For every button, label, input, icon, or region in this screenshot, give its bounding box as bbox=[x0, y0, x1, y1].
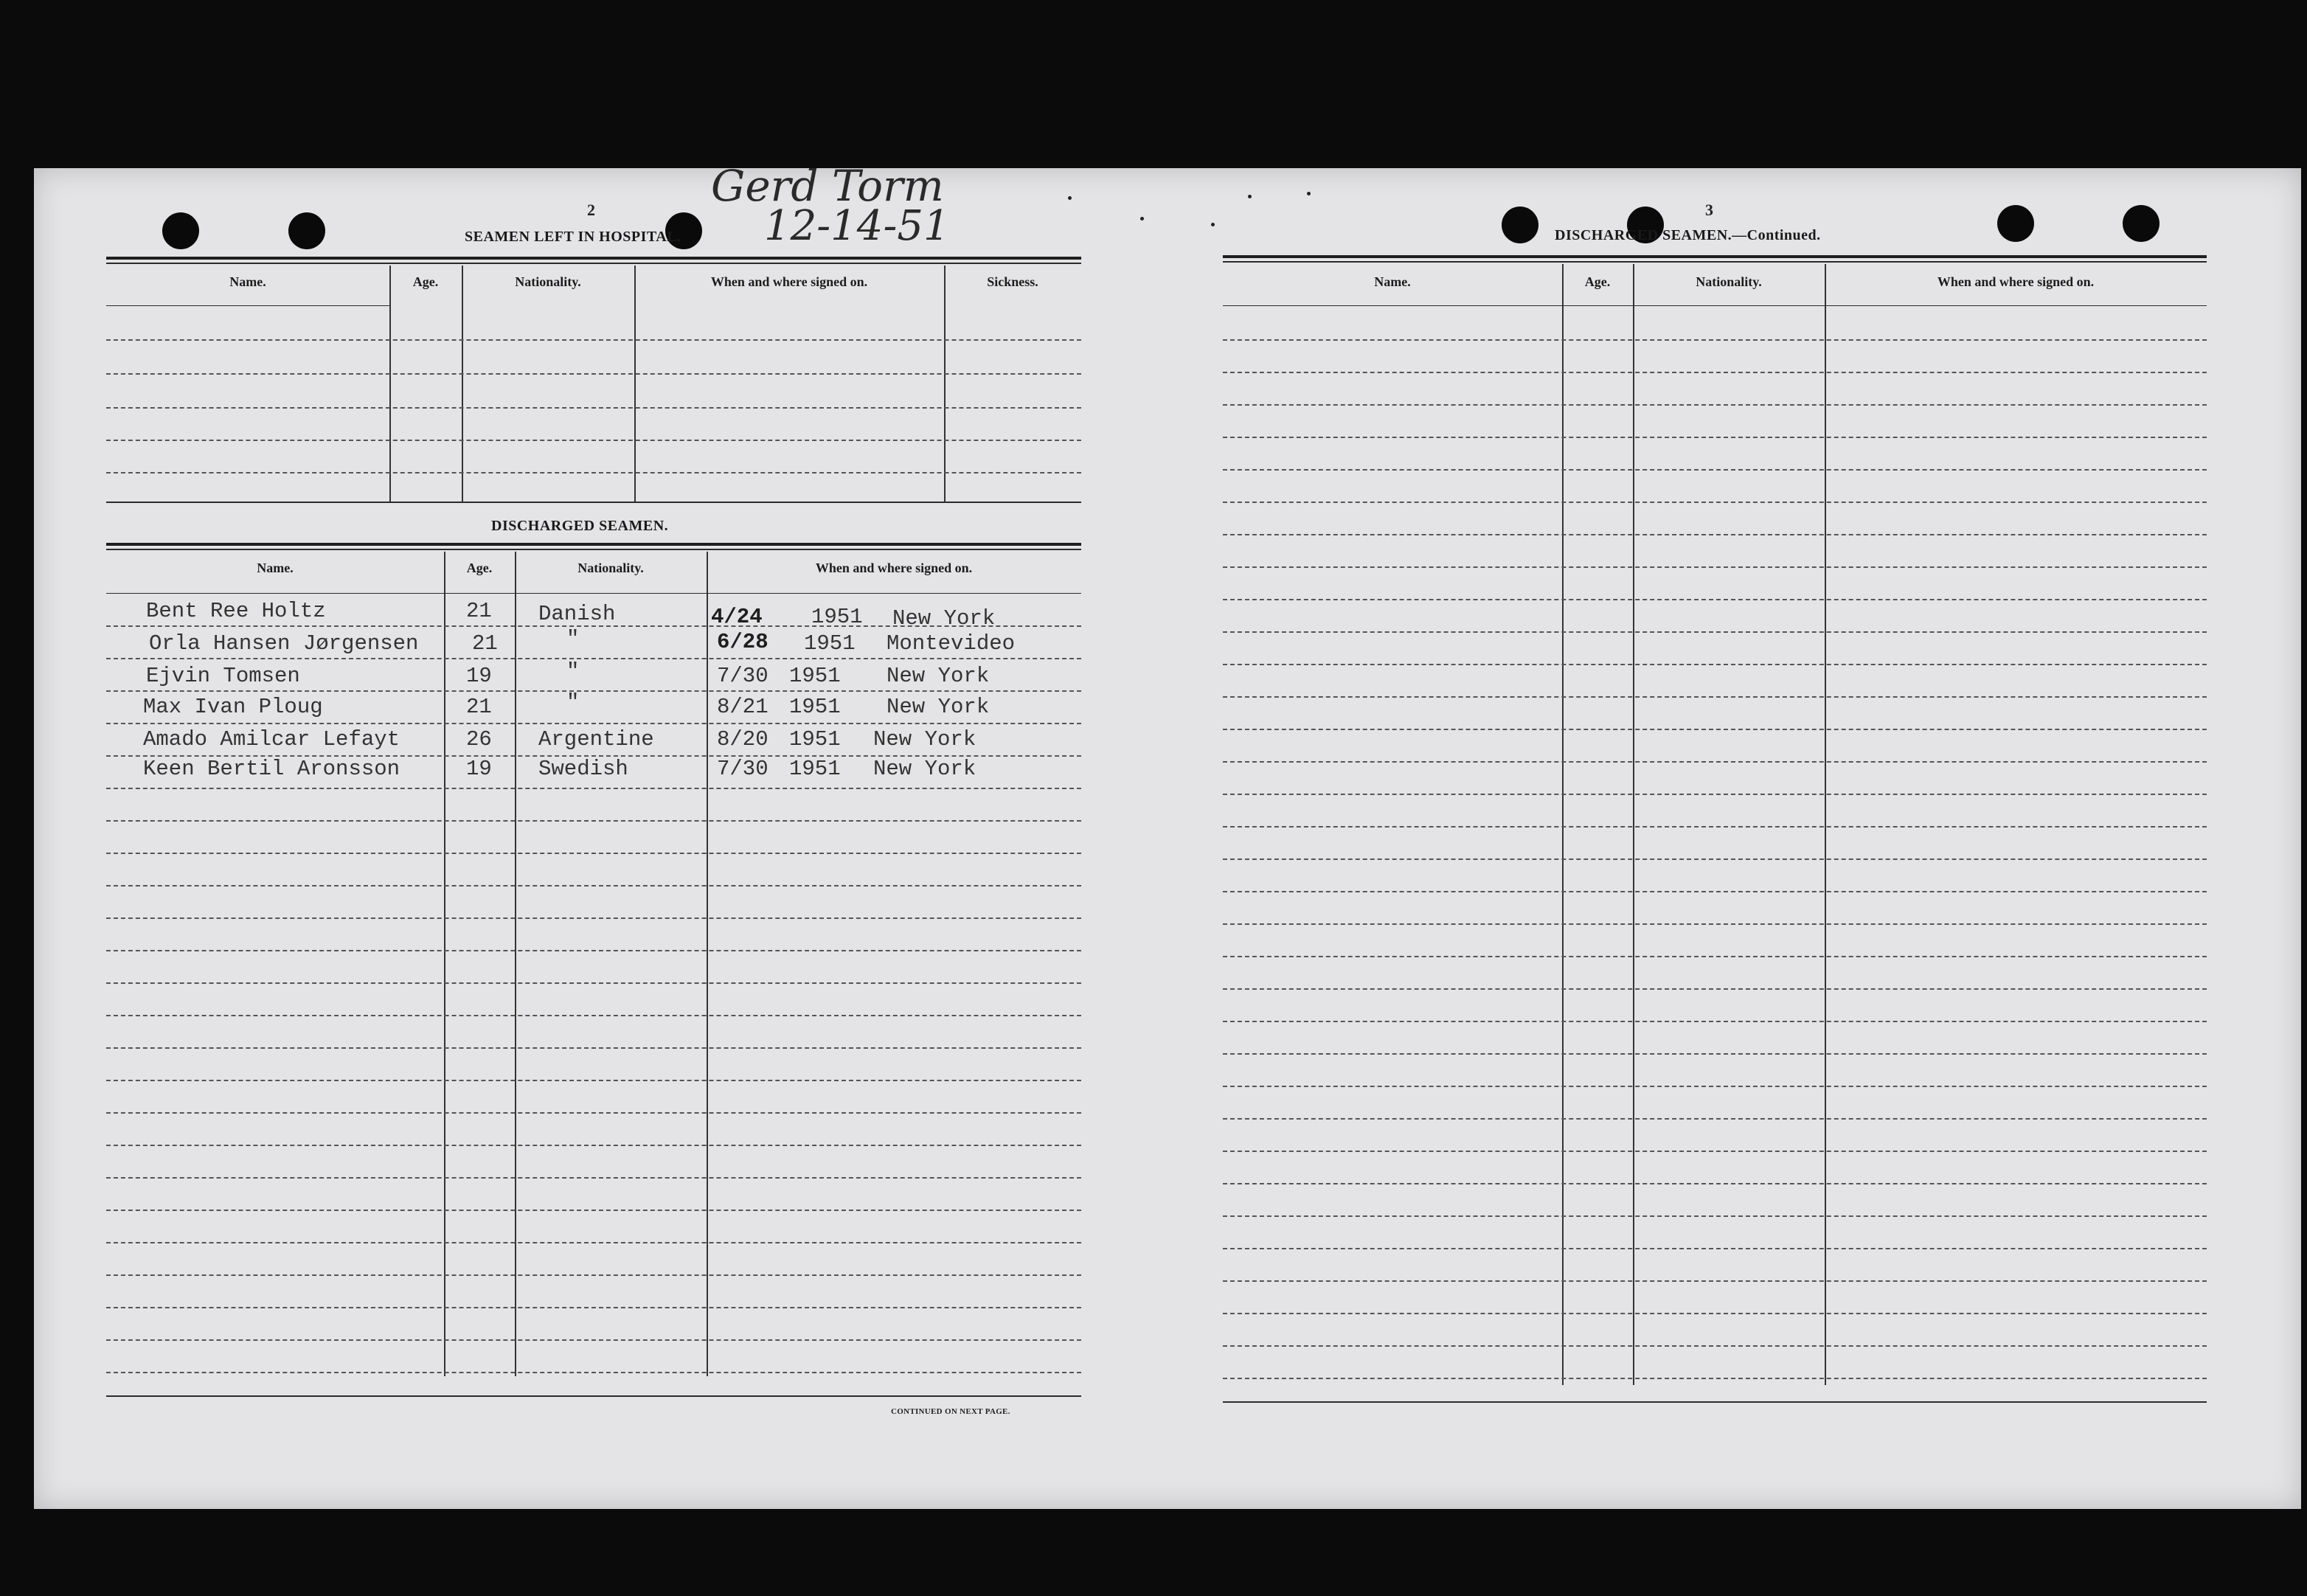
seaman-name: Orla Hansen Jørgensen bbox=[149, 631, 419, 656]
ruled-line bbox=[1223, 988, 2207, 990]
hospital-col-divider bbox=[389, 266, 391, 502]
punch-hole-icon bbox=[1997, 205, 2034, 242]
signed-on-date: 6/28 bbox=[717, 630, 769, 654]
right-header-name: Name. bbox=[1374, 274, 1411, 289]
right-header-nationality: Nationality. bbox=[1696, 274, 1762, 289]
ruled-line bbox=[106, 853, 1081, 854]
ruled-line bbox=[1223, 956, 2207, 957]
punch-hole-icon bbox=[1502, 207, 1538, 243]
hospital-row-line bbox=[106, 472, 1081, 473]
ruled-line bbox=[106, 1047, 1081, 1049]
ruled-line bbox=[1223, 1313, 2207, 1314]
hospital-table-top-rule-2 bbox=[106, 263, 1081, 264]
hospital-table-top-rule bbox=[106, 257, 1081, 260]
signed-on-date: 8/20 bbox=[717, 727, 769, 752]
seaman-nationality: " bbox=[566, 627, 580, 651]
discharged-table-bottom-rule bbox=[106, 1395, 1081, 1397]
ruled-line bbox=[1223, 1118, 2207, 1120]
seaman-nationality: Danish bbox=[538, 602, 616, 626]
ruled-line bbox=[1223, 372, 2207, 373]
signed-on-place: New York bbox=[892, 606, 996, 631]
discharged-table-top-rule-2 bbox=[106, 549, 1081, 550]
punch-hole-icon bbox=[288, 212, 325, 249]
ruled-line bbox=[1223, 1345, 2207, 1347]
signed-on-date: 4/24 bbox=[711, 605, 763, 629]
ruled-line bbox=[106, 950, 1081, 951]
discharged-col-divider bbox=[515, 552, 516, 1376]
ink-speck bbox=[1068, 196, 1072, 200]
ruled-line bbox=[106, 820, 1081, 822]
discharged-table-top-rule bbox=[106, 543, 1081, 546]
ruled-line bbox=[106, 1015, 1081, 1016]
ruled-line bbox=[1223, 566, 2207, 568]
hospital-header-signed-on: When and where signed on. bbox=[710, 274, 868, 289]
punch-hole-icon bbox=[2123, 205, 2159, 242]
ink-speck bbox=[1307, 192, 1311, 195]
seaman-age: 21 bbox=[472, 631, 498, 656]
ruled-line bbox=[1223, 404, 2207, 406]
ruled-line bbox=[1223, 891, 2207, 892]
ruled-line bbox=[106, 723, 1081, 724]
hospital-header-name: Name. bbox=[229, 274, 266, 289]
seaman-name: Amado Amilcar Lefayt bbox=[143, 727, 400, 752]
seaman-nationality: " bbox=[566, 690, 580, 715]
hospital-row-line bbox=[106, 440, 1081, 441]
ruled-line bbox=[106, 1242, 1081, 1243]
handwritten-date-note: 12-14-51 bbox=[764, 202, 950, 250]
discharged-col-divider bbox=[707, 552, 708, 1376]
discharged-header-name: Name. bbox=[257, 561, 294, 575]
hospital-row-line bbox=[106, 373, 1081, 375]
ruled-line bbox=[1223, 729, 2207, 730]
hospital-table-bottom-rule bbox=[106, 502, 1081, 503]
ruled-line bbox=[1223, 826, 2207, 828]
hospital-header-underline bbox=[106, 305, 389, 306]
ruled-line bbox=[1223, 1151, 2207, 1152]
hospital-col-divider bbox=[634, 266, 636, 502]
ink-speck bbox=[1248, 195, 1252, 198]
ruled-line bbox=[106, 1177, 1081, 1179]
discharged-col-divider bbox=[444, 552, 445, 1376]
ruled-line bbox=[1223, 599, 2207, 600]
right-col-divider bbox=[1825, 264, 1826, 1385]
ruled-line bbox=[1223, 437, 2207, 438]
seaman-age: 21 bbox=[466, 599, 492, 623]
seaman-name: Bent Ree Holtz bbox=[146, 599, 326, 623]
signed-on-place: New York bbox=[873, 727, 976, 752]
right-header-signed-on: When and where signed on. bbox=[1937, 274, 2095, 289]
ruled-line bbox=[1223, 469, 2207, 471]
ruled-line bbox=[1223, 696, 2207, 698]
hospital-header-age: Age. bbox=[412, 274, 439, 289]
ruled-line bbox=[106, 690, 1081, 692]
ruled-line bbox=[1223, 1215, 2207, 1217]
ruled-line bbox=[106, 982, 1081, 984]
signed-on-year: 1951 bbox=[789, 664, 841, 688]
signed-on-year: 1951 bbox=[789, 695, 841, 719]
ruled-line bbox=[1223, 1053, 2207, 1055]
seaman-name: Max Ivan Ploug bbox=[143, 695, 323, 719]
signed-on-year: 1951 bbox=[789, 727, 841, 752]
ink-speck bbox=[1140, 217, 1144, 221]
signed-on-place: Montevideo bbox=[887, 631, 1016, 656]
hospital-header-sickness: Sickness. bbox=[987, 274, 1038, 289]
signed-on-year: 1951 bbox=[789, 757, 841, 781]
hospital-col-divider bbox=[462, 266, 463, 502]
ruled-line bbox=[106, 1372, 1081, 1373]
right-table-bottom-rule bbox=[1223, 1401, 2207, 1403]
ruled-line bbox=[1223, 502, 2207, 503]
ruled-line bbox=[1223, 534, 2207, 535]
ruled-line bbox=[1223, 631, 2207, 633]
ruled-line bbox=[1223, 1248, 2207, 1249]
discharged-section-title: DISCHARGED SEAMEN. bbox=[491, 518, 669, 534]
ruled-line bbox=[1223, 761, 2207, 763]
right-page-number: 3 bbox=[1705, 201, 1713, 219]
hospital-col-divider bbox=[944, 266, 946, 502]
discharged-header-age: Age. bbox=[466, 561, 493, 575]
seaman-nationality: " bbox=[566, 659, 580, 684]
ink-speck bbox=[1211, 223, 1215, 226]
signed-on-place: New York bbox=[887, 664, 990, 688]
ruled-line bbox=[106, 1307, 1081, 1308]
signed-on-date: 7/30 bbox=[717, 757, 769, 781]
hospital-section-title: SEAMEN LEFT IN HOSPITAL. bbox=[465, 229, 681, 245]
ruled-line bbox=[106, 917, 1081, 919]
right-col-divider bbox=[1562, 264, 1564, 1385]
ruled-line bbox=[106, 788, 1081, 789]
ruled-line bbox=[106, 1112, 1081, 1114]
ruled-line bbox=[1223, 1021, 2207, 1022]
ruled-line bbox=[106, 1080, 1081, 1081]
ledger-sheet bbox=[34, 161, 2301, 1509]
discharged-header-signed-on: When and where signed on. bbox=[815, 561, 973, 575]
right-table-top-rule-2 bbox=[1223, 261, 2207, 263]
continued-footnote: CONTINUED ON NEXT PAGE. bbox=[891, 1407, 1010, 1416]
seaman-nationality: Argentine bbox=[538, 727, 654, 752]
hospital-header-nationality: Nationality. bbox=[515, 274, 581, 289]
discharged-continued-title: DISCHARGED SEAMEN.—Continued. bbox=[1555, 227, 1821, 243]
ruled-line bbox=[1223, 923, 2207, 925]
ruled-line bbox=[106, 1145, 1081, 1146]
ruled-line bbox=[106, 1274, 1081, 1276]
signed-on-year: 1951 bbox=[804, 631, 856, 656]
seaman-name: Keen Bertil Aronsson bbox=[143, 757, 400, 781]
ruled-line bbox=[1223, 664, 2207, 665]
ruled-line bbox=[1223, 1280, 2207, 1282]
ruled-line bbox=[1223, 858, 2207, 860]
ruled-line bbox=[1223, 794, 2207, 795]
seaman-age: 26 bbox=[466, 727, 492, 752]
ruled-line bbox=[106, 1210, 1081, 1211]
handwritten-vessel-note: Gerd Torm bbox=[711, 161, 944, 211]
ruled-line bbox=[106, 885, 1081, 887]
signed-on-place: New York bbox=[873, 757, 976, 781]
ruled-line bbox=[1223, 1183, 2207, 1184]
right-header-underline bbox=[1223, 305, 2207, 306]
signed-on-date: 8/21 bbox=[717, 695, 769, 719]
signed-on-date: 7/30 bbox=[717, 664, 769, 688]
right-col-divider bbox=[1633, 264, 1634, 1385]
signed-on-year: 1951 bbox=[811, 605, 863, 629]
seaman-age: 21 bbox=[466, 695, 492, 719]
seaman-name: Ejvin Tomsen bbox=[146, 664, 300, 688]
left-page-number: 2 bbox=[587, 201, 595, 219]
hospital-row-line bbox=[106, 407, 1081, 409]
ruled-line bbox=[1223, 339, 2207, 341]
punch-hole-icon bbox=[162, 212, 199, 249]
seaman-age: 19 bbox=[466, 757, 492, 781]
ruled-line bbox=[1223, 1378, 2207, 1379]
ruled-line bbox=[106, 1339, 1081, 1341]
discharged-header-nationality: Nationality. bbox=[577, 561, 644, 575]
ruled-line bbox=[1223, 1086, 2207, 1087]
seaman-nationality: Swedish bbox=[538, 757, 628, 781]
right-table-top-rule bbox=[1223, 255, 2207, 258]
seaman-age: 19 bbox=[466, 664, 492, 688]
signed-on-place: New York bbox=[887, 695, 990, 719]
hospital-row-line bbox=[106, 339, 1081, 341]
right-header-age: Age. bbox=[1584, 274, 1611, 289]
ruled-line bbox=[106, 658, 1081, 659]
discharged-header-underline bbox=[106, 593, 1081, 594]
